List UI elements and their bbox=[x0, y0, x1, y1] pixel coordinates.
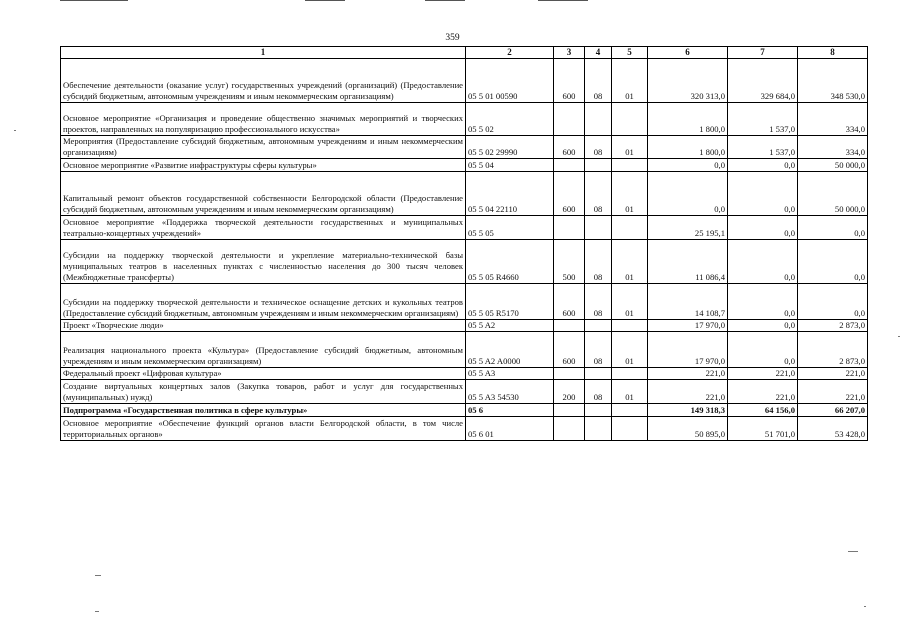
row-name-cell: Капитальный ремонт объектов государственной собственности Белгородской области (Предоставление субсидий бюджетным, автономным учреждениям и иным некоммерческим организациям) bbox=[61, 172, 466, 216]
row-amount-year2-cell: 64 156,0 bbox=[728, 404, 798, 417]
row-code-cell: 05 6 01 bbox=[466, 417, 554, 441]
row-amount-year3-cell: 334,0 bbox=[798, 103, 868, 136]
row-amount-year1-cell: 1 800,0 bbox=[648, 103, 728, 136]
row-code-cell: 05 5 04 22110 bbox=[466, 172, 554, 216]
top-edge-line bbox=[538, 0, 588, 1]
scan-dot bbox=[14, 130, 16, 131]
row-name-cell: Мероприятия (Предоставление субсидий бюджетным, автономным учреждениям и иным некоммерческим организациям) bbox=[61, 136, 466, 159]
row-amount-year3-cell: 66 207,0 bbox=[798, 404, 868, 417]
row-amount-year2-cell: 1 537,0 bbox=[728, 103, 798, 136]
row-amount-year2-cell: 0,0 bbox=[728, 320, 798, 332]
column-header: 3 bbox=[554, 47, 585, 59]
row-section-cell bbox=[585, 320, 612, 332]
row-name-cell: Обеспечение деятельности (оказание услуг) государственных учреждений (организаций) (Предоставление субсидий бюджетным, автономным учреждениям и иным некоммерческим организациям) bbox=[61, 59, 466, 103]
table-row bbox=[61, 284, 868, 320]
row-expense-type-cell: 600 bbox=[554, 284, 585, 320]
row-amount-year2-cell: 329 684,0 bbox=[728, 59, 798, 103]
table-row bbox=[61, 216, 868, 240]
row-name-cell: Основное мероприятие «Организация и проведение общественно значимых мероприятий и творческих проектов, направленных на популяризацию профессионального искусства» bbox=[61, 103, 466, 136]
table-row bbox=[61, 159, 868, 172]
row-expense-type-cell bbox=[554, 417, 585, 441]
row-amount-year1-cell: 0,0 bbox=[648, 159, 728, 172]
table-row bbox=[61, 103, 868, 136]
row-section-cell: 08 bbox=[585, 284, 612, 320]
row-expense-type-cell: 600 bbox=[554, 332, 585, 368]
table-row bbox=[61, 172, 868, 216]
scan-dot bbox=[95, 611, 99, 612]
row-amount-year2-cell: 0,0 bbox=[728, 172, 798, 216]
table-row bbox=[61, 59, 868, 103]
column-header: 2 bbox=[466, 47, 554, 59]
row-code-cell: 05 5 A2 bbox=[466, 320, 554, 332]
row-expense-type-cell bbox=[554, 216, 585, 240]
row-section-cell bbox=[585, 216, 612, 240]
row-expense-type-cell: 600 bbox=[554, 172, 585, 216]
row-amount-year2-cell: 0,0 bbox=[728, 284, 798, 320]
table-row bbox=[61, 136, 868, 159]
row-code-cell: 05 5 A2 A0000 bbox=[466, 332, 554, 368]
row-amount-year1-cell: 149 318,3 bbox=[648, 404, 728, 417]
row-amount-year3-cell: 0,0 bbox=[798, 240, 868, 284]
top-edge-line bbox=[425, 0, 465, 1]
top-edge-line bbox=[60, 0, 128, 1]
row-amount-year3-cell: 0,0 bbox=[798, 216, 868, 240]
row-expense-type-cell: 600 bbox=[554, 59, 585, 103]
row-amount-year2-cell: 0,0 bbox=[728, 240, 798, 284]
row-expense-type-cell bbox=[554, 320, 585, 332]
row-subsection-cell: 01 bbox=[612, 332, 648, 368]
row-subsection-cell bbox=[612, 103, 648, 136]
column-header: 4 bbox=[585, 47, 612, 59]
column-header: 1 bbox=[61, 47, 466, 59]
row-section-cell bbox=[585, 417, 612, 441]
row-amount-year3-cell: 53 428,0 bbox=[798, 417, 868, 441]
row-amount-year1-cell: 1 800,0 bbox=[648, 136, 728, 159]
row-subsection-cell bbox=[612, 216, 648, 240]
row-expense-type-cell: 200 bbox=[554, 380, 585, 404]
budget-table bbox=[60, 46, 868, 441]
row-section-cell bbox=[585, 404, 612, 417]
row-section-cell: 08 bbox=[585, 136, 612, 159]
row-amount-year3-cell: 348 530,0 bbox=[798, 59, 868, 103]
row-amount-year1-cell: 14 108,7 bbox=[648, 284, 728, 320]
row-name-cell: Основное мероприятие «Развитие инфраструктуры сферы культуры» bbox=[61, 159, 466, 172]
row-code-cell: 05 5 A3 54530 bbox=[466, 380, 554, 404]
row-expense-type-cell: 600 bbox=[554, 136, 585, 159]
row-amount-year1-cell: 17 970,0 bbox=[648, 320, 728, 332]
row-amount-year1-cell: 17 970,0 bbox=[648, 332, 728, 368]
row-amount-year1-cell: 11 086,4 bbox=[648, 240, 728, 284]
row-amount-year1-cell: 221,0 bbox=[648, 380, 728, 404]
row-code-cell: 05 5 01 00590 bbox=[466, 59, 554, 103]
row-amount-year1-cell: 50 895,0 bbox=[648, 417, 728, 441]
row-subsection-cell: 01 bbox=[612, 172, 648, 216]
row-amount-year3-cell: 0,0 bbox=[798, 284, 868, 320]
row-section-cell bbox=[585, 368, 612, 380]
row-amount-year1-cell: 25 195,1 bbox=[648, 216, 728, 240]
row-amount-year2-cell: 221,0 bbox=[728, 368, 798, 380]
scan-dot bbox=[864, 606, 866, 607]
row-amount-year3-cell: 50 000,0 bbox=[798, 172, 868, 216]
row-code-cell: 05 6 bbox=[466, 404, 554, 417]
row-amount-year1-cell: 221,0 bbox=[648, 368, 728, 380]
row-name-cell: Создание виртуальных концертных залов (Закупка товаров, работ и услуг для государственных (муниципальных) нужд) bbox=[61, 380, 466, 404]
row-subsection-cell: 01 bbox=[612, 240, 648, 284]
row-subsection-cell bbox=[612, 404, 648, 417]
row-amount-year3-cell: 221,0 bbox=[798, 380, 868, 404]
row-amount-year2-cell: 1 537,0 bbox=[728, 136, 798, 159]
row-amount-year2-cell: 221,0 bbox=[728, 380, 798, 404]
row-amount-year2-cell: 0,0 bbox=[728, 159, 798, 172]
table-row bbox=[61, 380, 868, 404]
table-row bbox=[61, 417, 868, 441]
row-code-cell: 05 5 02 29990 bbox=[466, 136, 554, 159]
row-code-cell: 05 5 05 R5170 bbox=[466, 284, 554, 320]
scan-dot bbox=[898, 336, 900, 337]
row-expense-type-cell: 500 bbox=[554, 240, 585, 284]
row-code-cell: 05 5 04 bbox=[466, 159, 554, 172]
row-amount-year3-cell: 2 873,0 bbox=[798, 320, 868, 332]
scan-dot bbox=[848, 551, 858, 552]
column-header: 5 bbox=[612, 47, 648, 59]
row-subsection-cell bbox=[612, 159, 648, 172]
row-subsection-cell bbox=[612, 368, 648, 380]
row-name-cell: Основное мероприятие «Поддержка творческой деятельности государственных и муниципальных театрально-концертных учреждений» bbox=[61, 216, 466, 240]
row-amount-year3-cell: 221,0 bbox=[798, 368, 868, 380]
row-name-cell: Субсидии на поддержку творческой деятельности и укрепление материально-технической базы муниципальных театров в населенных пунктах с численностью населения до 300 тысяч человек (Межбюджетные трансферты) bbox=[61, 240, 466, 284]
row-subsection-cell: 01 bbox=[612, 59, 648, 103]
row-amount-year3-cell: 50 000,0 bbox=[798, 159, 868, 172]
top-edge-line bbox=[305, 0, 345, 1]
row-amount-year2-cell: 51 701,0 bbox=[728, 417, 798, 441]
row-code-cell: 05 5 05 R4660 bbox=[466, 240, 554, 284]
page-number: 359 bbox=[445, 33, 460, 43]
row-amount-year1-cell: 0,0 bbox=[648, 172, 728, 216]
row-section-cell: 08 bbox=[585, 59, 612, 103]
row-subsection-cell: 01 bbox=[612, 284, 648, 320]
row-name-cell: Основное мероприятие «Обеспечение функций органов власти Белгородской области, в том числе территориальных органов» bbox=[61, 417, 466, 441]
row-section-cell: 08 bbox=[585, 332, 612, 368]
row-amount-year3-cell: 334,0 bbox=[798, 136, 868, 159]
table-row bbox=[61, 368, 868, 380]
row-section-cell: 08 bbox=[585, 240, 612, 284]
row-subsection-cell bbox=[612, 417, 648, 441]
row-section-cell bbox=[585, 103, 612, 136]
scan-dot bbox=[95, 575, 101, 576]
column-header: 6 bbox=[648, 47, 728, 59]
row-amount-year2-cell: 0,0 bbox=[728, 332, 798, 368]
row-expense-type-cell bbox=[554, 159, 585, 172]
row-expense-type-cell bbox=[554, 404, 585, 417]
row-name-cell: Подпрограмма «Государственная политика в сфере культуры» bbox=[61, 404, 466, 417]
row-name-cell: Реализация национального проекта «Культура» (Предоставление субсидий бюджетным, автономным учреждениям и иным некоммерческим организациям) bbox=[61, 332, 466, 368]
row-code-cell: 05 5 02 bbox=[466, 103, 554, 136]
column-header: 8 bbox=[798, 47, 868, 59]
row-name-cell: Проект «Творческие люди» bbox=[61, 320, 466, 332]
row-code-cell: 05 5 05 bbox=[466, 216, 554, 240]
row-name-cell: Субсидии на поддержку творческой деятельности и техническое оснащение детских и кукольных театров (Предоставление субсидий бюджетным, автономным учреждениям и иным некоммерческим организациям) bbox=[61, 284, 466, 320]
table-row bbox=[61, 332, 868, 368]
row-section-cell bbox=[585, 159, 612, 172]
row-expense-type-cell bbox=[554, 103, 585, 136]
row-amount-year3-cell: 2 873,0 bbox=[798, 332, 868, 368]
table-header-row bbox=[61, 47, 868, 59]
table-row bbox=[61, 240, 868, 284]
row-name-cell: Федеральный проект «Цифровая культура» bbox=[61, 368, 466, 380]
row-code-cell: 05 5 A3 bbox=[466, 368, 554, 380]
row-subsection-cell bbox=[612, 320, 648, 332]
table-row bbox=[61, 320, 868, 332]
row-section-cell: 08 bbox=[585, 380, 612, 404]
row-amount-year2-cell: 0,0 bbox=[728, 216, 798, 240]
row-subsection-cell: 01 bbox=[612, 380, 648, 404]
column-header: 7 bbox=[728, 47, 798, 59]
row-amount-year1-cell: 320 313,0 bbox=[648, 59, 728, 103]
table-row bbox=[61, 404, 868, 417]
row-section-cell: 08 bbox=[585, 172, 612, 216]
row-expense-type-cell bbox=[554, 368, 585, 380]
row-subsection-cell: 01 bbox=[612, 136, 648, 159]
